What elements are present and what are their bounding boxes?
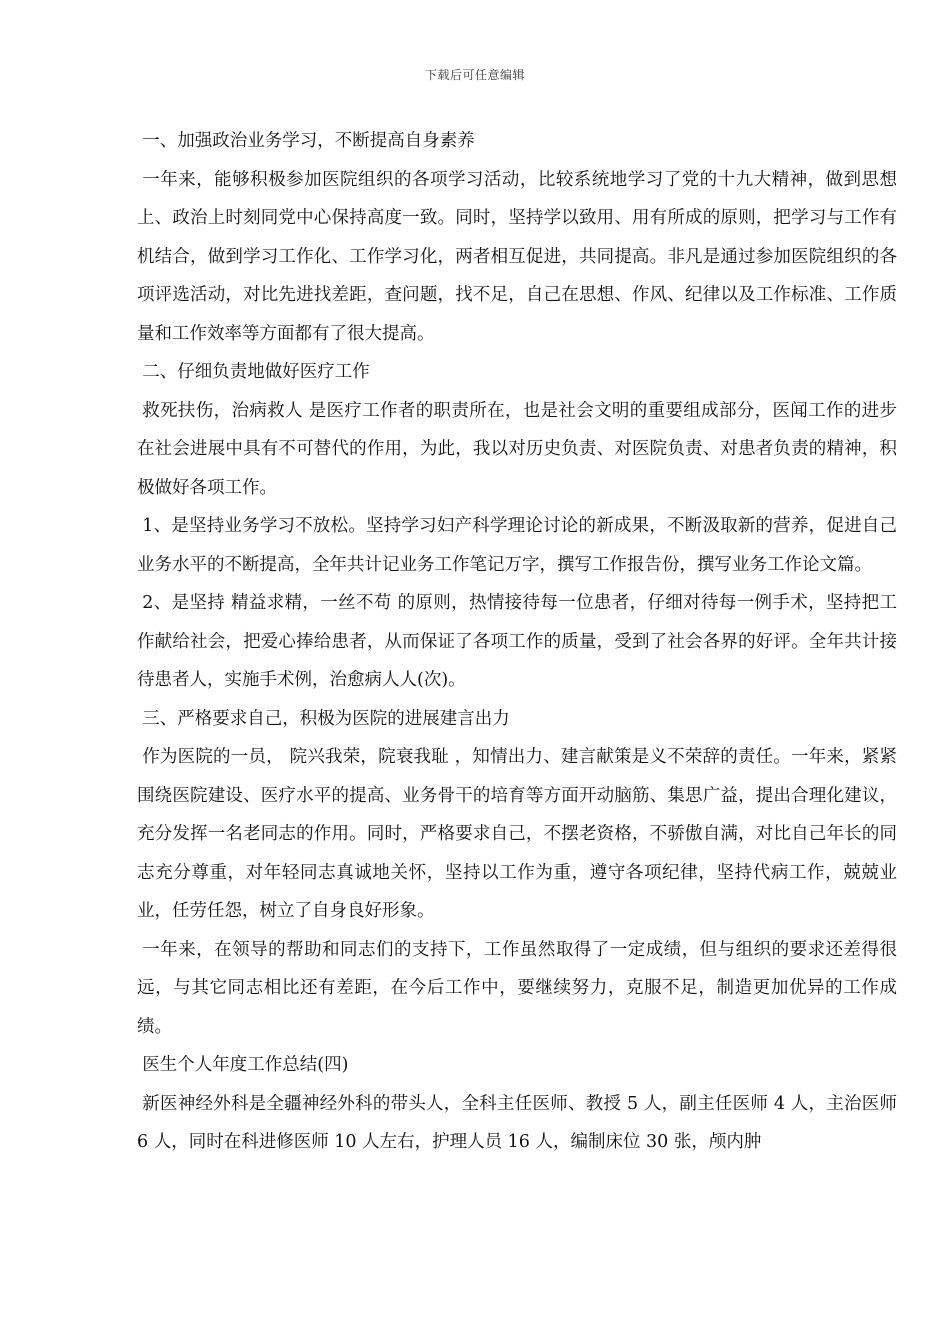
paragraph-1: 一年来，能够积极参加医院组织的各项学习活动，比较系统地学习了党的十九大精神，做到思想上、政治上时刻同党中心保持高度一致。同时，坚持学以致用、用有所成的原则，把学习与工作有机结合，做到学习工作化、工作学习化，两者相互促进，共同提高。非凡是通过参加医院组织的各项评选活动，对比先进找差距，查问题，找不足，自己在思想、作风、纪律以及工作标准、工作质量和工作效率等方面都有了很大提高。 [137, 169, 897, 344]
document-body [137, 122, 897, 1162]
section-heading-4: 医生个人年度工作总结(四) [142, 1055, 349, 1075]
paragraph-7: 新医神经外科是全疆神经外科的带头人，全科主任医师、教授 5 人，副主任医师 4 人，主治医师 6 人，同时在科进修医师 10 人左右，护理人员 16 人，编制床位 30 张，颅内肿 [137, 1093, 897, 1152]
paragraph-4: 2、是坚持 精益求精，一丝不苟 的原则，热情接待每一位患者，仔细对待每一例手术，坚持把工作献给社会，把爱心捧给患者，从而保证了各项工作的质量，受到了社会各界的好评。全年共计接待患者人，实施手术例，治愈病人人(次)。 [137, 593, 897, 690]
section-heading-2: 二、仔细负责地做好医疗工作 [142, 362, 370, 382]
section-heading-3: 三、严格要求自己，积极为医院的进展建言出力 [142, 708, 510, 729]
paragraph-6: 一年来，在领导的帮助和同志们的支持下，工作虽然取得了一定成绩，但与组织的要求还差得很远，与其它同志相比还有差距，在今后工作中，要继续努力，克服不足，制造更加优异的工作成绩。 [137, 939, 897, 1037]
paragraph-5: 作为医院的一员， 院兴我荣，院衰我耻 ，知情出力、建言献策是义不荣辞的责任。一年来，紧紧围绕医院建设、医疗水平的提高、业务骨干的培育等方面开动脑筋、集思广益，提出合理化建议，充分发挥一名老同志的作用。同时，严格要求自己，不摆老资格，不骄傲自满，对比自己年长的同志充分尊重，对年轻同志真诚地关怀，坚持以工作为重，遵守各项纪律，坚持代病工作，兢兢业业，任劳任怨，树立了自身良好形象。 [137, 747, 897, 921]
paragraph-3: 1、是坚持业务学习不放松。坚持学习妇产科学理论讨论的新成果，不断汲取新的营养，促进自己业务水平的不断提高，全年共计记业务工作笔记万字，撰写工作报告份，撰写业务工作论文篇。 [137, 516, 897, 575]
section-heading-1: 一、加强政治业务学习，不断提高自身素养 [142, 131, 475, 151]
paragraph-2: 救死扶伤，治病救人 是医疗工作者的职责所在，也是社会文明的重要组成部分，医闻工作的进步在社会进展中具有不可替代的作用，为此，我以对历史负责、对医院负责、对患者负责的精神，积极做好各项工作。 [137, 400, 897, 498]
header-note: 下载后可任意编辑 [424, 68, 525, 82]
